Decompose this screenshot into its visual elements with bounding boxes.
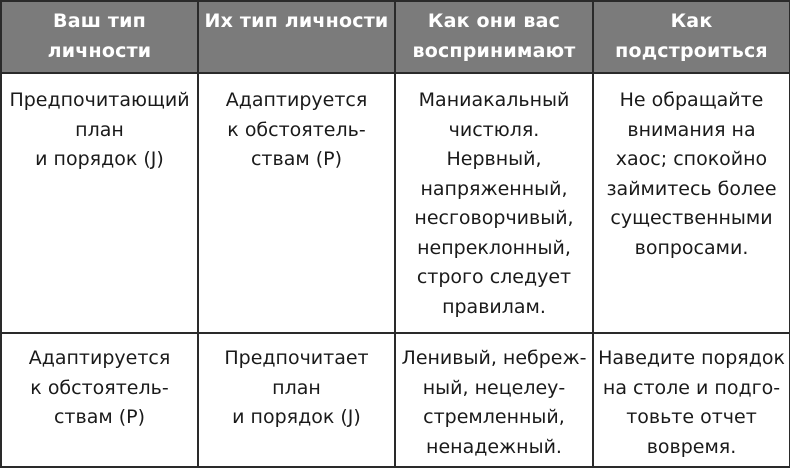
header-how-to-adapt: Как подстроиться [593, 1, 790, 73]
cell-how-to-adapt: Не обращайте внимания на хаос; спокойно займитесь более существенными вопросами. [593, 73, 790, 333]
cell-how-to-adapt: Наведите порядок на столе и подго- товьте отчет вовремя. [593, 333, 790, 467]
header-your-type: Ваш тип личности [1, 1, 198, 73]
cell-how-they-perceive: Ленивый, небреж- ный, нецелеу- стремленный, ненадежный. [395, 333, 593, 467]
cell-their-type: Адаптируется к обстоятель- ствам (P) [198, 73, 395, 333]
cell-your-type: Предпочитающий план и порядок (J) [1, 73, 198, 333]
table-row [1, 73, 790, 333]
cell-how-they-perceive: Маниакальный чистюля. Нервный, напряженный, несговорчивый, непреклонный, строго следует правилам. [395, 73, 593, 333]
cell-their-type: Предпочитает план и порядок (J) [198, 333, 395, 467]
header-their-type: Их тип личности [198, 1, 395, 73]
table-row [1, 333, 790, 467]
header-how-they-perceive: Как они вас воспринимают [395, 1, 593, 73]
cell-your-type: Адаптируется к обстоятель- ствам (P) [1, 333, 198, 467]
header-row [1, 1, 790, 73]
